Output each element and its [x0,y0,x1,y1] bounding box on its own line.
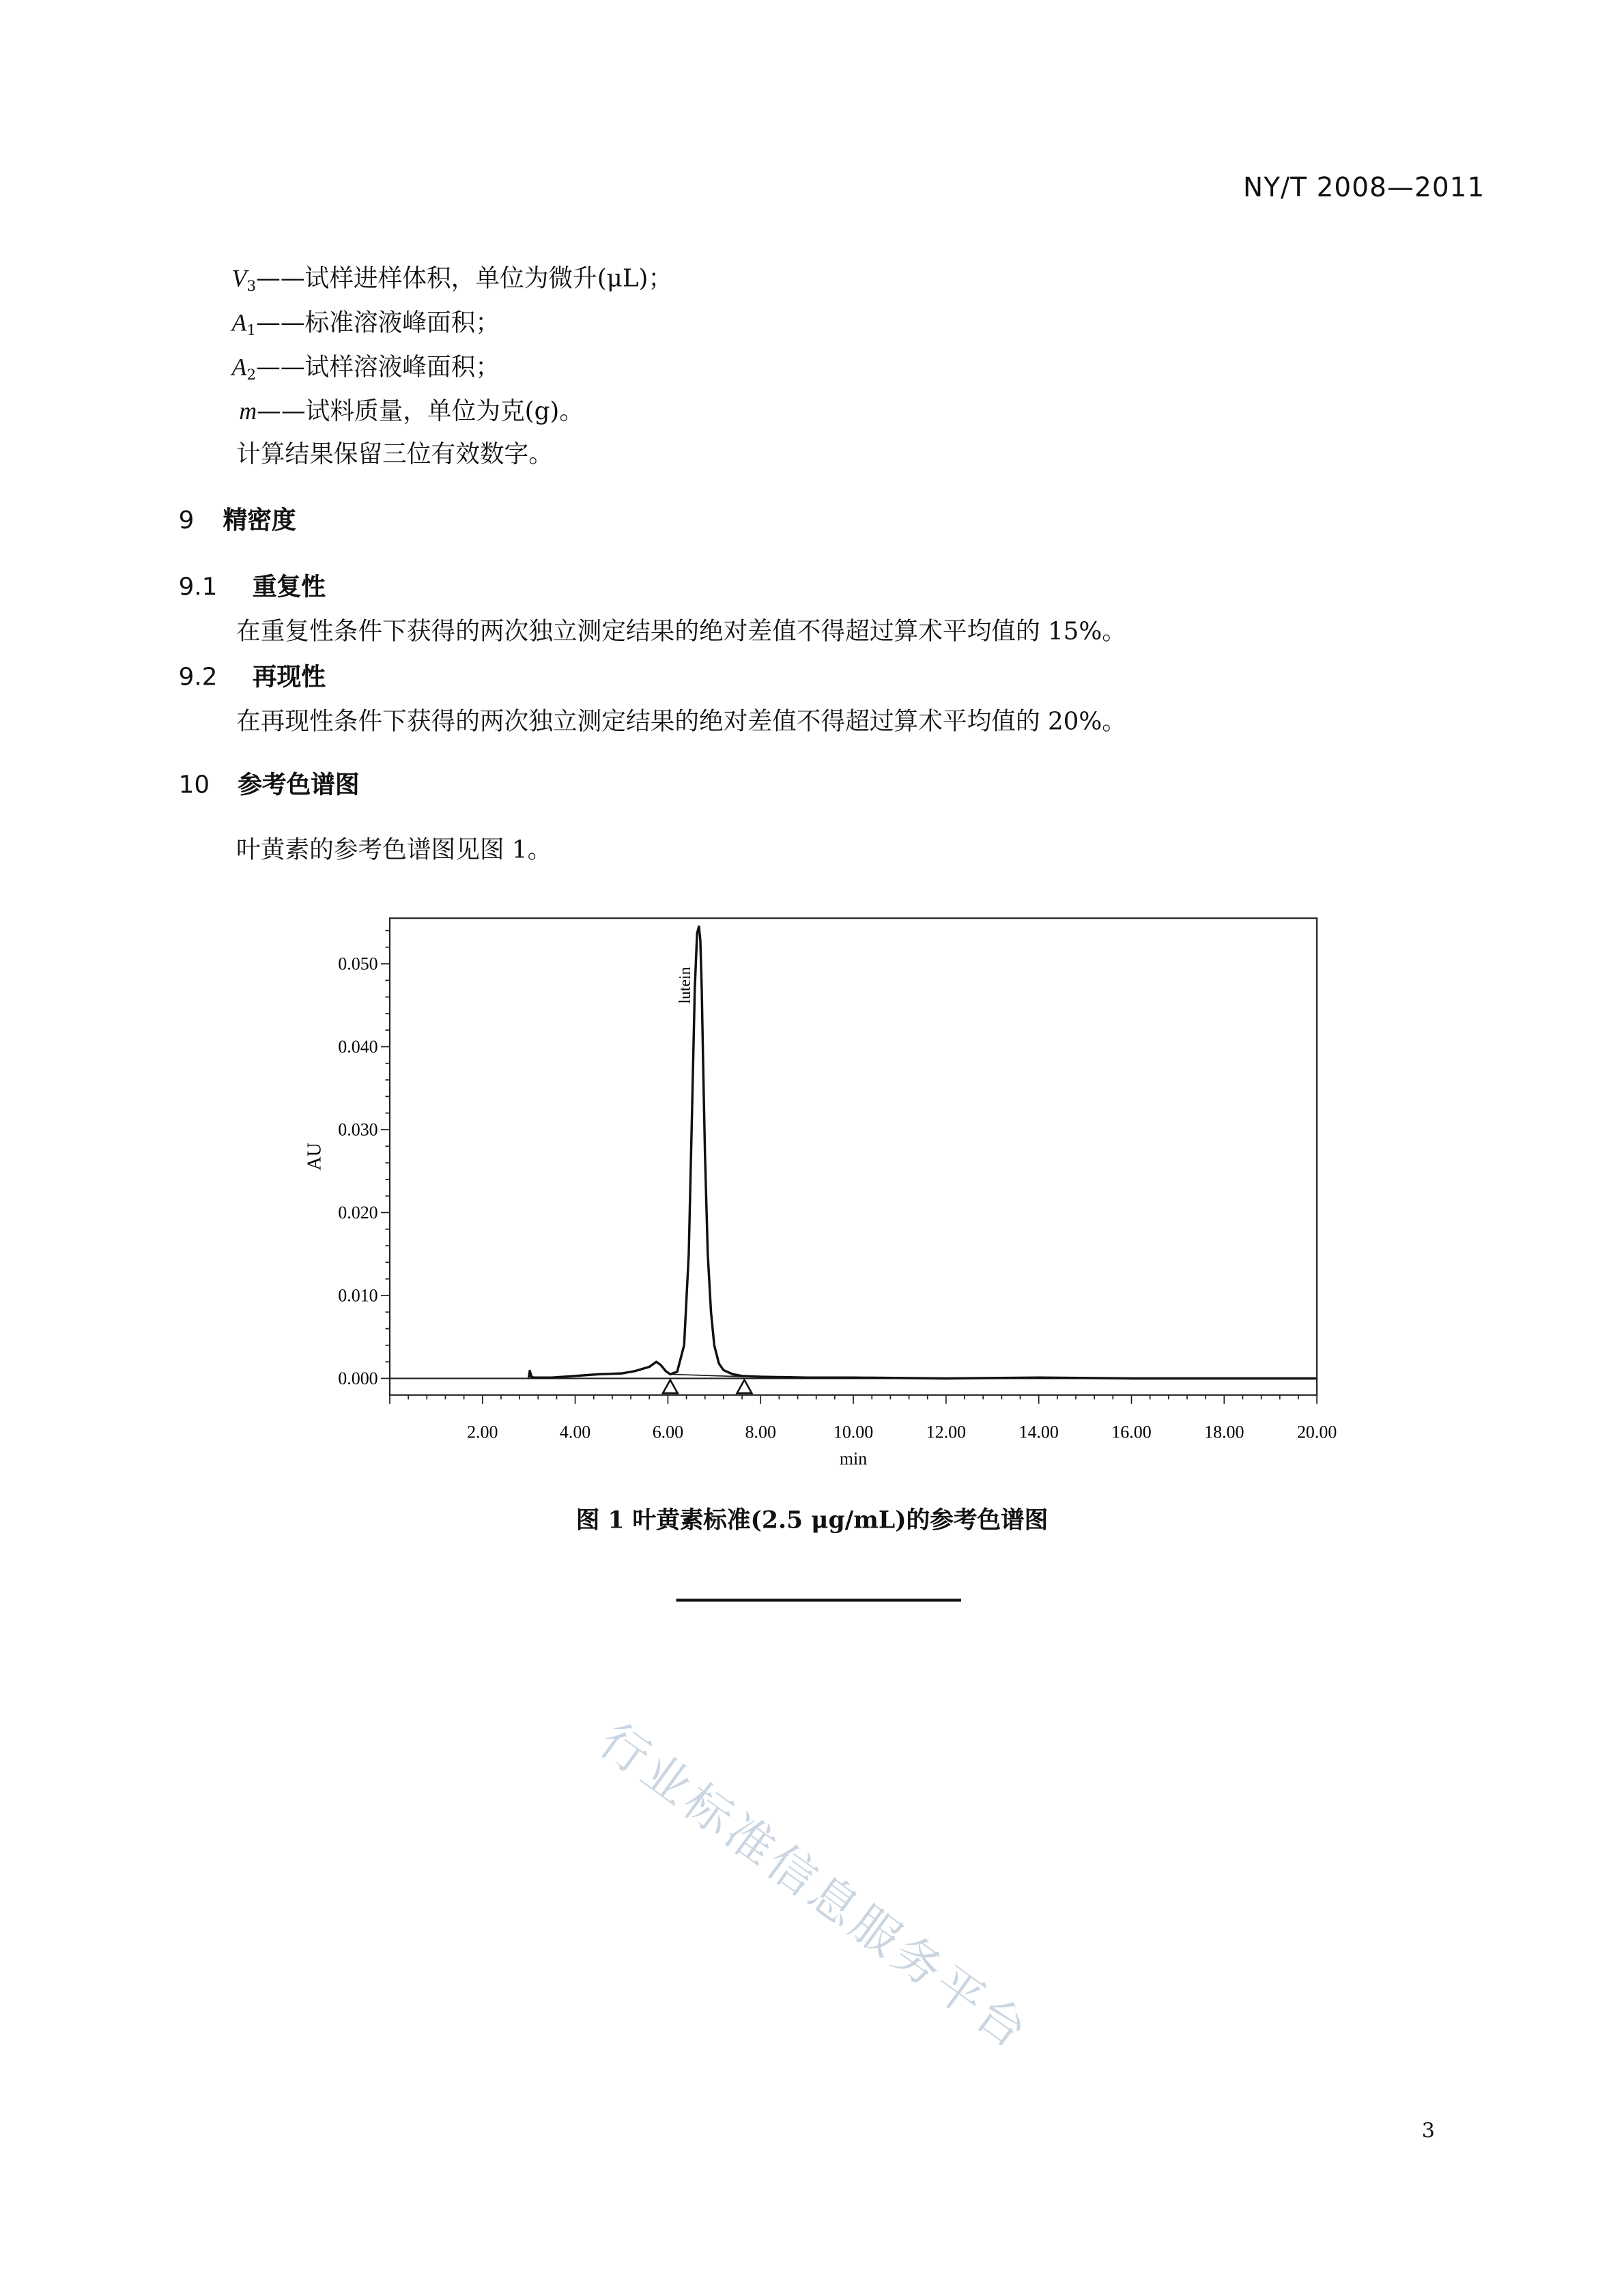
section-10-heading [179,764,360,800]
standard-code: NY/T 2008—2011 [1242,173,1485,204]
variable-definition: ——试料质量，单位为克(g)。 [257,397,584,425]
variable-definition: ——试样溶液峰面积； [256,352,500,381]
section-title: 精密度 [223,506,296,534]
x-axis-label: min [839,1448,868,1469]
y-tick-label: 0.020 [338,1203,378,1223]
section-title: 再现性 [252,663,326,691]
y-axis-label: AU [304,1143,326,1171]
variable-symbol: m [239,397,257,425]
variable-a1 [232,302,500,339]
x-tick-label: 6.00 [652,1422,684,1442]
y-tick-label: 0.050 [338,954,378,974]
variable-subscript: 1 [246,323,257,340]
calculation-note: 计算结果保留三位有效数字。 [236,440,553,468]
section-number: 10 [178,770,210,799]
section-title: 重复性 [252,573,326,601]
peak-label: lutein [676,967,694,1004]
section-number: 9 [178,506,195,534]
x-tick-label: 20.00 [1296,1422,1337,1442]
end-rule [676,1599,961,1601]
variable-definition: ——标准溶液峰面积； [256,309,500,337]
variable-a2 [232,347,500,384]
section-9-2-text: 在再现性条件下获得的两次独立测定结果的绝对差值不得超过算术平均值的 20%。 [236,706,1126,736]
section-9-1-heading [179,567,326,602]
section-9-2-heading [179,657,326,692]
y-tick-label: 0.000 [338,1369,378,1389]
section-9-1-text: 在重复性条件下获得的两次独立测定结果的绝对差值不得超过算术平均值的 15%。 [236,617,1126,646]
watermark: 行业标准信息服务平台 [589,1712,1040,2061]
variable-subscript: 3 [246,278,257,296]
section-title: 参考色谱图 [238,770,360,799]
page-number: 3 [1421,2119,1435,2144]
x-tick-label: 12.00 [926,1422,967,1442]
figure-caption: 图 1 叶黄素标准(2.5 μg/mL)的参考色谱图 [575,1505,1049,1534]
x-tick-label: 14.00 [1018,1422,1059,1442]
x-tick-label: 10.00 [833,1422,874,1442]
x-tick-label: 4.00 [559,1422,591,1442]
x-tick-label: 18.00 [1204,1422,1244,1442]
section-number: 9.2 [178,663,218,691]
chromatogram-chart [281,904,1358,1487]
section-number: 9.1 [178,573,218,601]
y-tick-label: 0.010 [338,1285,378,1306]
variable-definition: ——试样进样体积，单位为微升(μL)； [256,264,673,293]
section-9-heading [179,500,296,536]
y-tick-label: 0.030 [338,1119,378,1140]
x-tick-label: 8.00 [745,1422,776,1442]
x-tick-label: 2.00 [467,1422,498,1442]
variable-symbol: V [231,264,247,293]
variable-m [239,391,584,427]
variable-symbol: A [231,352,247,381]
y-tick-label: 0.040 [338,1037,378,1057]
x-tick-label: 16.00 [1111,1422,1152,1442]
variable-subscript: 2 [246,367,257,384]
plot-frame [390,918,1317,1395]
section-10-text: 叶黄素的参考色谱图见图 1。 [236,835,552,864]
chromatogram-line [529,926,1317,1378]
integration-marker [737,1380,752,1393]
variable-v3 [232,258,673,295]
variable-symbol: A [231,309,247,337]
integration-marker [663,1380,678,1393]
